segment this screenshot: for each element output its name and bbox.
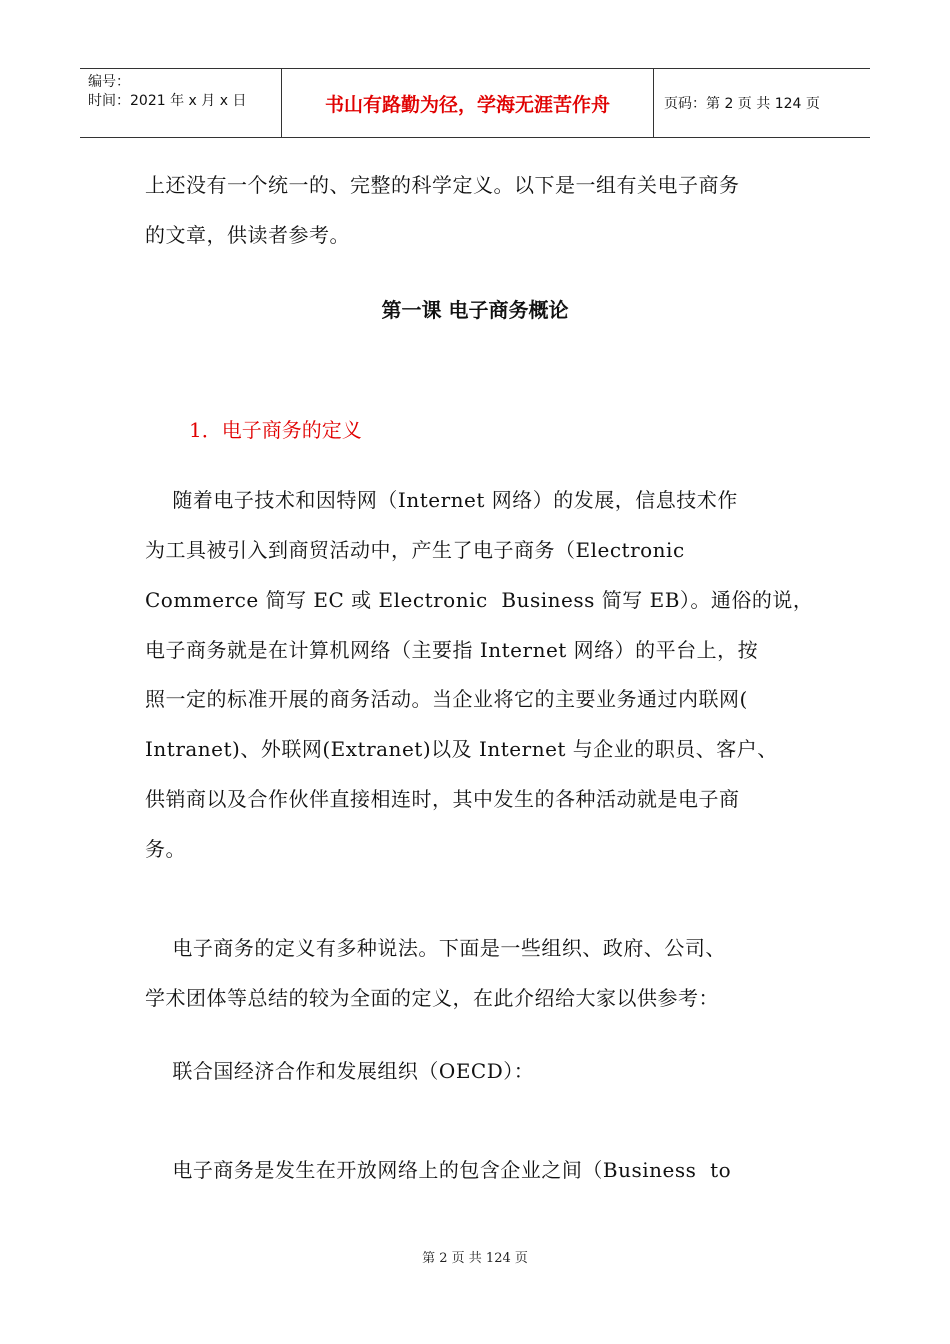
header-page-info: 页码：第 2 页 共 124 页 xyxy=(664,96,820,112)
paragraph2-line: 学术团体等总结的较为全面的定义，在此介绍给大家以供参考： xyxy=(145,986,719,1010)
document-number-label: 编号： xyxy=(88,74,130,90)
lesson-title: 第一课 电子商务概论 xyxy=(381,298,569,322)
paragraph2-line: 电子商务的定义有多种说法。下面是一些组织、政府、公司、 xyxy=(145,936,726,960)
page-footer: 第 2 页 共 124 页 xyxy=(422,1251,528,1266)
document-date-label: 时间：2021 年 x 月 x 日 xyxy=(88,93,247,109)
paragraph1-line: 随着电子技术和因特网（Internet 网络）的发展，信息技术作 xyxy=(145,488,738,512)
paragraph1-line: Commerce 简写 EC 或 Electronic Business 简写 EB）。通俗的说， xyxy=(145,588,814,612)
document-header xyxy=(80,68,870,138)
header-meta-cell xyxy=(80,69,282,137)
paragraph1-line: 照一定的标准开展的商务活动。当企业将它的主要业务通过内联网( xyxy=(145,687,748,711)
header-motto: 书山有路勤为径，学海无涯苦作舟 xyxy=(282,69,654,137)
paragraph1-line: Intranet)、外联网(Extranet)以及 Internet 与企业的职员、客户、 xyxy=(145,737,778,761)
intro-line-2: 的文章，供读者参考。 xyxy=(145,223,350,247)
paragraph3-line: 电子商务是发生在开放网络上的包含企业之间（Business to xyxy=(145,1158,732,1182)
intro-line-1: 上还没有一个统一的、完整的科学定义。以下是一组有关电子商务 xyxy=(145,173,740,197)
paragraph1-line: 务。 xyxy=(145,837,186,861)
oecd-label: 联合国经济合作和发展组织（OECD）： xyxy=(145,1059,535,1083)
paragraph1-line: 供销商以及合作伙伴直接相连时，其中发生的各种活动就是电子商 xyxy=(145,787,740,811)
paragraph1-line: 电子商务就是在计算机网络（主要指 Internet 网络）的平台上，按 xyxy=(145,638,759,662)
section-title: 1．电子商务的定义 xyxy=(189,418,362,442)
paragraph1-line: 为工具被引入到商贸活动中，产生了电子商务（Electronic xyxy=(145,538,685,562)
